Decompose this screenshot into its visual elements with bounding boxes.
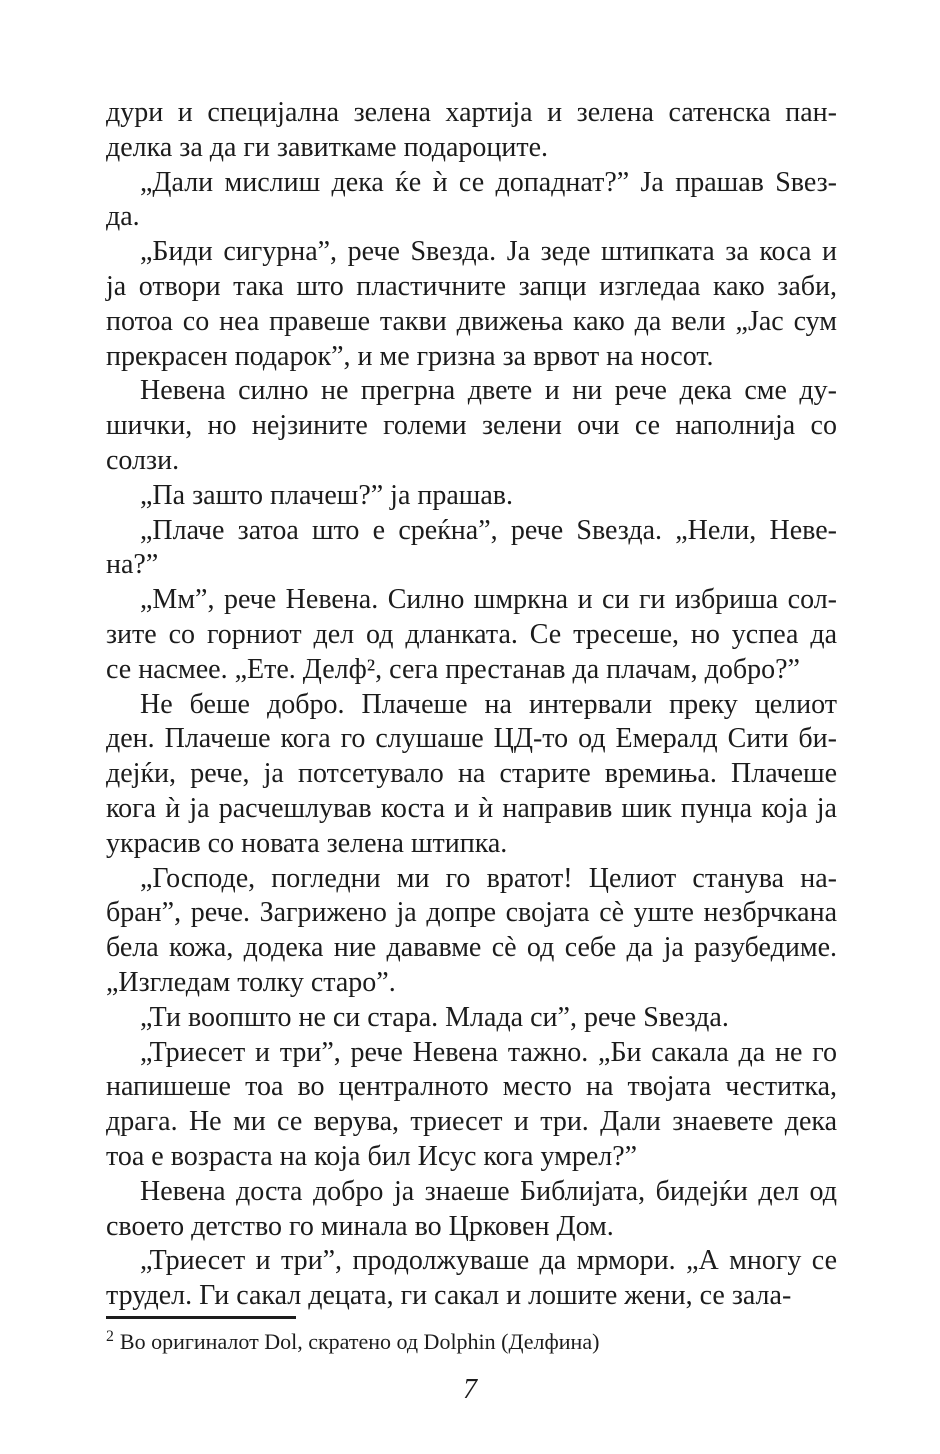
paragraph <box>106 1175 837 1245</box>
text-line: „Ти воопшто не си стара. Млада си”, рече Ѕвезда. <box>140 1001 729 1033</box>
text-line: „Плаче затоа што е среќна”, рече Ѕвезда. „Нели, Неве- <box>140 514 837 546</box>
text-line: „Изгледам толку старо”. <box>106 966 396 998</box>
paragraph <box>106 374 837 478</box>
text-line: Не беше добро. Плачеше на интервали преку целиот <box>140 688 837 720</box>
text-line: потоа со неа правеше такви движења како да вели „Јас сум <box>106 305 837 337</box>
text-line: солзи. <box>106 444 180 476</box>
text-line: делка за да ги завиткаме подароците. <box>106 131 549 163</box>
text-line: ја отвори така што пластичните запци изгледаа како заби, <box>106 270 837 302</box>
text-line: украсив со новата зелена штипка. <box>106 827 508 859</box>
paragraph <box>106 862 837 1001</box>
paragraph <box>106 96 837 166</box>
text-line: зите со горниот дел од дланката. Се тресеше, но успеа да <box>106 618 837 650</box>
text-line: „Дали мислиш дека ќе ѝ се допаднат?” Ја прашав Ѕвез- <box>140 166 837 198</box>
text-line: да. <box>106 201 140 233</box>
text-line: тоа е возраста на која бил Исус кога умрел?” <box>106 1140 638 1172</box>
text-line: дури и специјална зелена хартија и зелена сатенска пан- <box>106 97 837 128</box>
footnote-text: Во оригиналот Dol, скратено од Dolphin (Делфина) <box>119 1329 600 1354</box>
text-line: шички, но нејзините големи зелени очи се наполнија со <box>106 410 837 442</box>
footnote-marker: 2 <box>106 1327 114 1345</box>
text-line: „Па зашто плачеш?” ја прашав. <box>140 479 514 511</box>
page-number: 7 <box>463 1374 477 1405</box>
text-line: трудел. Ги сакал децата, ги сакал и лошите жени, се зала- <box>106 1280 792 1312</box>
text-line: Невена силно не прегрна двете и ни рече дека сме ду- <box>140 375 837 407</box>
body-text <box>106 96 837 1314</box>
text-line: драга. Не ми се верува, триесет и три. Дали знаевете дека <box>106 1106 837 1138</box>
paragraph <box>106 1001 837 1036</box>
text-line: Невена доста добро ја знаеше Библијата, бидејќи дел од <box>140 1175 837 1207</box>
paragraph <box>106 583 837 687</box>
paragraph <box>106 1244 837 1314</box>
text-line: „Господе, погледни ми го вратот! Целиот станува на- <box>140 862 837 894</box>
paragraph <box>106 235 837 374</box>
text-line: ден. Плачеше кога го слушаше ЦД-то од Емералд Сити би- <box>106 723 837 755</box>
paragraph <box>106 688 837 862</box>
paragraph <box>106 166 837 236</box>
paragraph <box>106 514 837 584</box>
text-line: своето детство го минала во Црковен Дом. <box>106 1210 614 1242</box>
text-line: дејќи, рече, ја потсетувало на старите времиња. Плачеше <box>106 758 837 790</box>
text-line: „Биди сигурна”, рече Ѕвезда. Ја зеде штипката за коса и <box>140 236 837 268</box>
text-line: „Триесет и три”, продолжуваше да мрмори. „А многу се <box>140 1245 837 1277</box>
text-line: кога ѝ ја расчешлував коста и ѝ направив шик пунџа која ја <box>106 792 837 824</box>
text-line: „Мм”, рече Невена. Силно шмркна и си ги избриша сол- <box>140 584 837 616</box>
footnote <box>106 1327 837 1357</box>
paragraph <box>106 479 837 514</box>
text-line: напишеше тоа во централното место на твојата честитка, <box>106 1071 837 1103</box>
footnote-separator-rule <box>106 1316 296 1319</box>
text-line: бран”, рече. Загрижено ја допре својата сѐ уште незбрчкана <box>106 897 837 929</box>
text-line: бела кожа, додека ние дававме сѐ од себе да ја разубедиме. <box>106 932 837 964</box>
text-line: прекрасен подарок”, и ме гризна за врвот на носот. <box>106 340 714 372</box>
footnote-area <box>106 1316 837 1357</box>
text-line: на?” <box>106 549 159 581</box>
text-line: се насмее. „Ете. Делф², сега престанав да плачам, добро?” <box>106 653 800 685</box>
paragraph <box>106 1036 837 1175</box>
text-line: „Триесет и три”, рече Невена тажно. „Би сакала да не го <box>140 1036 837 1068</box>
